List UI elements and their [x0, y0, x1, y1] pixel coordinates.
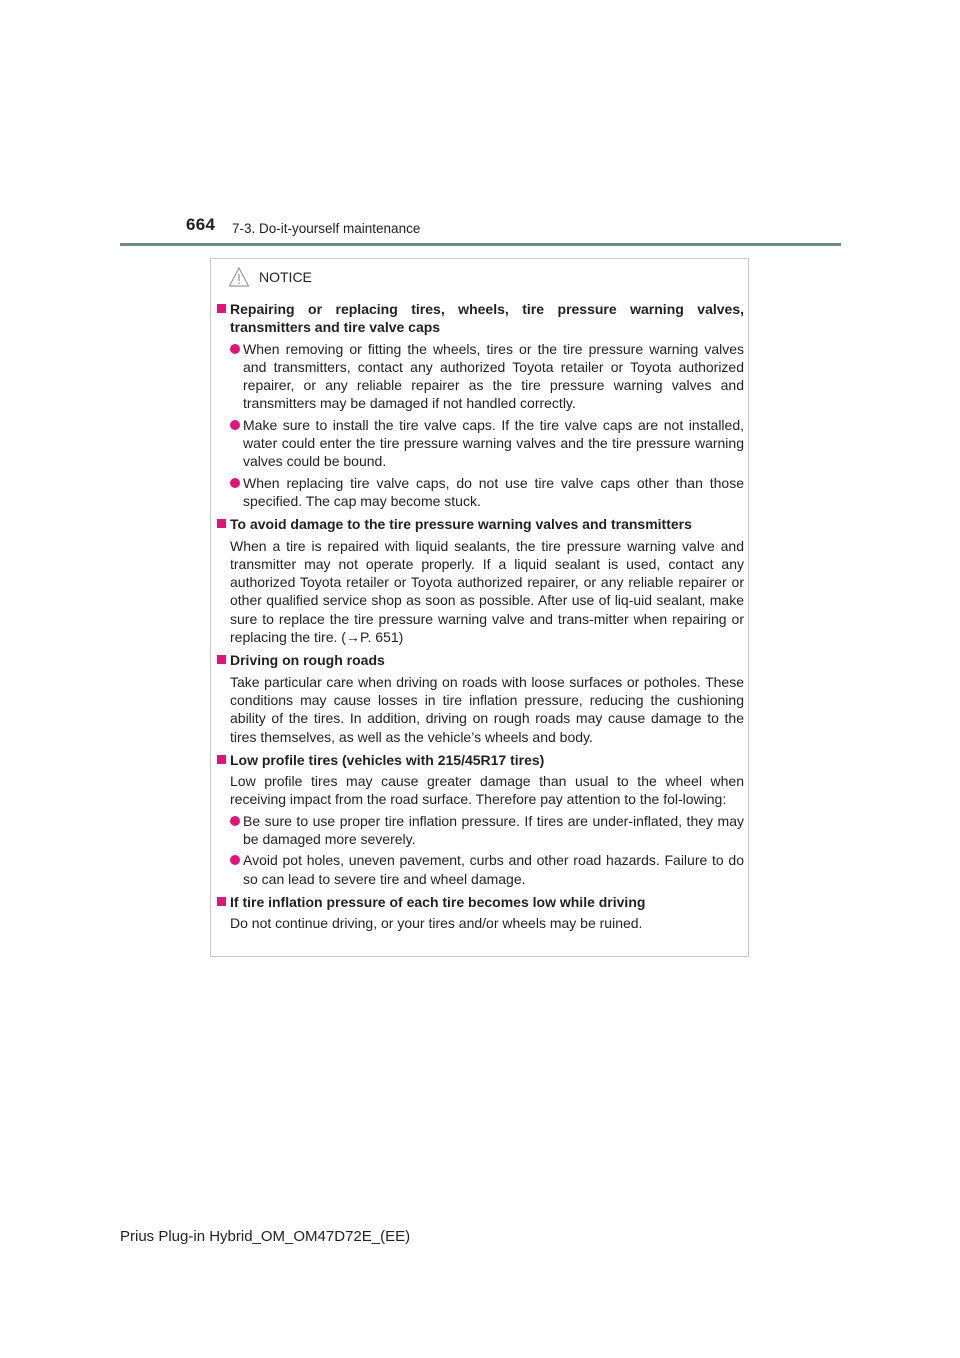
bullet-item [217, 340, 744, 413]
section-heading [217, 893, 744, 911]
section-heading [217, 651, 744, 669]
circle-bullet-icon [230, 816, 240, 826]
heading-text: Low profile tires (vehicles with 215/45R17 tires) [230, 751, 545, 768]
bullet-text: When replacing tire valve caps, do not use tire valve caps other than those specified. The cap may become stuck. [243, 474, 744, 509]
notice-body [217, 300, 744, 933]
section-paragraph: Take particular care when driving on roads with loose surfaces or potholes. These conditions may cause losses in tire inflation pressure, reducing the cushioning ability of the tires. In addition, driving on rough roads may cause damage to the tires themselves, as well as the vehicle’s wheels and body. [230, 673, 744, 745]
notice-box [210, 258, 749, 957]
bullet-item [217, 474, 744, 511]
square-bullet-icon [217, 655, 226, 664]
notice-label: NOTICE [259, 269, 312, 285]
section-title: 7-3. Do-it-yourself maintenance [232, 221, 421, 236]
section-paragraph: Low profile tires may cause greater damage than usual to the wheel when receiving impact from the road surface. Therefore pay attention to the fol-lowing: [230, 773, 744, 808]
section-paragraph: When a tire is repaired with liquid sealants, the tire pressure warning valve and transmitter may not operate properly. If a liquid sealant is used, contact any authorized Toyota retailer or Toyota authorized repairer, or any reliable repairer or other qualified service shop as soon as possible. After use of liq-uid sealant, make sure to replace the tire pressure warning valve and trans-mitter when repairing or replacing the tire. (→P. 651) [230, 537, 744, 646]
heading-text: Driving on rough roads [230, 652, 385, 669]
bullet-item [217, 416, 744, 471]
footer-doc-id: Prius Plug-in Hybrid_OM_OM47D72E_(EE) [120, 1228, 411, 1245]
section-heading [217, 300, 744, 337]
circle-bullet-icon [230, 855, 240, 865]
bullet-text: Be sure to use proper tire inflation pressure. If tires are under-inflated, they may be damaged more severely. [243, 812, 744, 848]
circle-bullet-icon [230, 420, 240, 430]
warning-triangle-icon [228, 266, 250, 288]
square-bullet-icon [217, 304, 226, 313]
circle-bullet-icon [230, 478, 240, 488]
section-heading [217, 751, 744, 769]
square-bullet-icon [217, 897, 226, 906]
bullet-text: Avoid pot holes, uneven pavement, curbs and other road hazards. Failure to do so can lead to severe tire and wheel damage. [243, 852, 744, 887]
bullet-item [217, 812, 744, 849]
bullet-text: When removing or fitting the wheels, tires or the tire pressure warning valves and transmitters, contact any authorized Toyota retailer or Toyota authorized repairer, or any reliable repairer as the tire pressure warning valves and transmitters may be damaged if not handled correctly. [243, 340, 744, 412]
square-bullet-icon [217, 519, 226, 528]
section-paragraph: Do not continue driving, or your tires and/or wheels may be ruined. [230, 915, 643, 932]
page-number: 664 [186, 215, 216, 234]
circle-bullet-icon [230, 344, 240, 354]
heading-text: To avoid damage to the tire pressure warning valves and transmitters [230, 516, 692, 533]
heading-text: If tire inflation pressure of each tire becomes low while driving [230, 893, 646, 910]
bullet-text: Make sure to install the tire valve caps. If the tire valve caps are not installed, water could enter the tire pressure warning valves and the tire pressure warning valves could be bound. [243, 416, 744, 470]
section-heading [217, 515, 744, 533]
heading-text: Repairing or replacing tires, wheels, tire pressure warning valves, transmitters and tire valve caps [230, 301, 744, 336]
square-bullet-icon [217, 755, 226, 764]
header-rule [120, 243, 841, 246]
notice-header [228, 265, 312, 289]
bullet-item [217, 851, 744, 888]
